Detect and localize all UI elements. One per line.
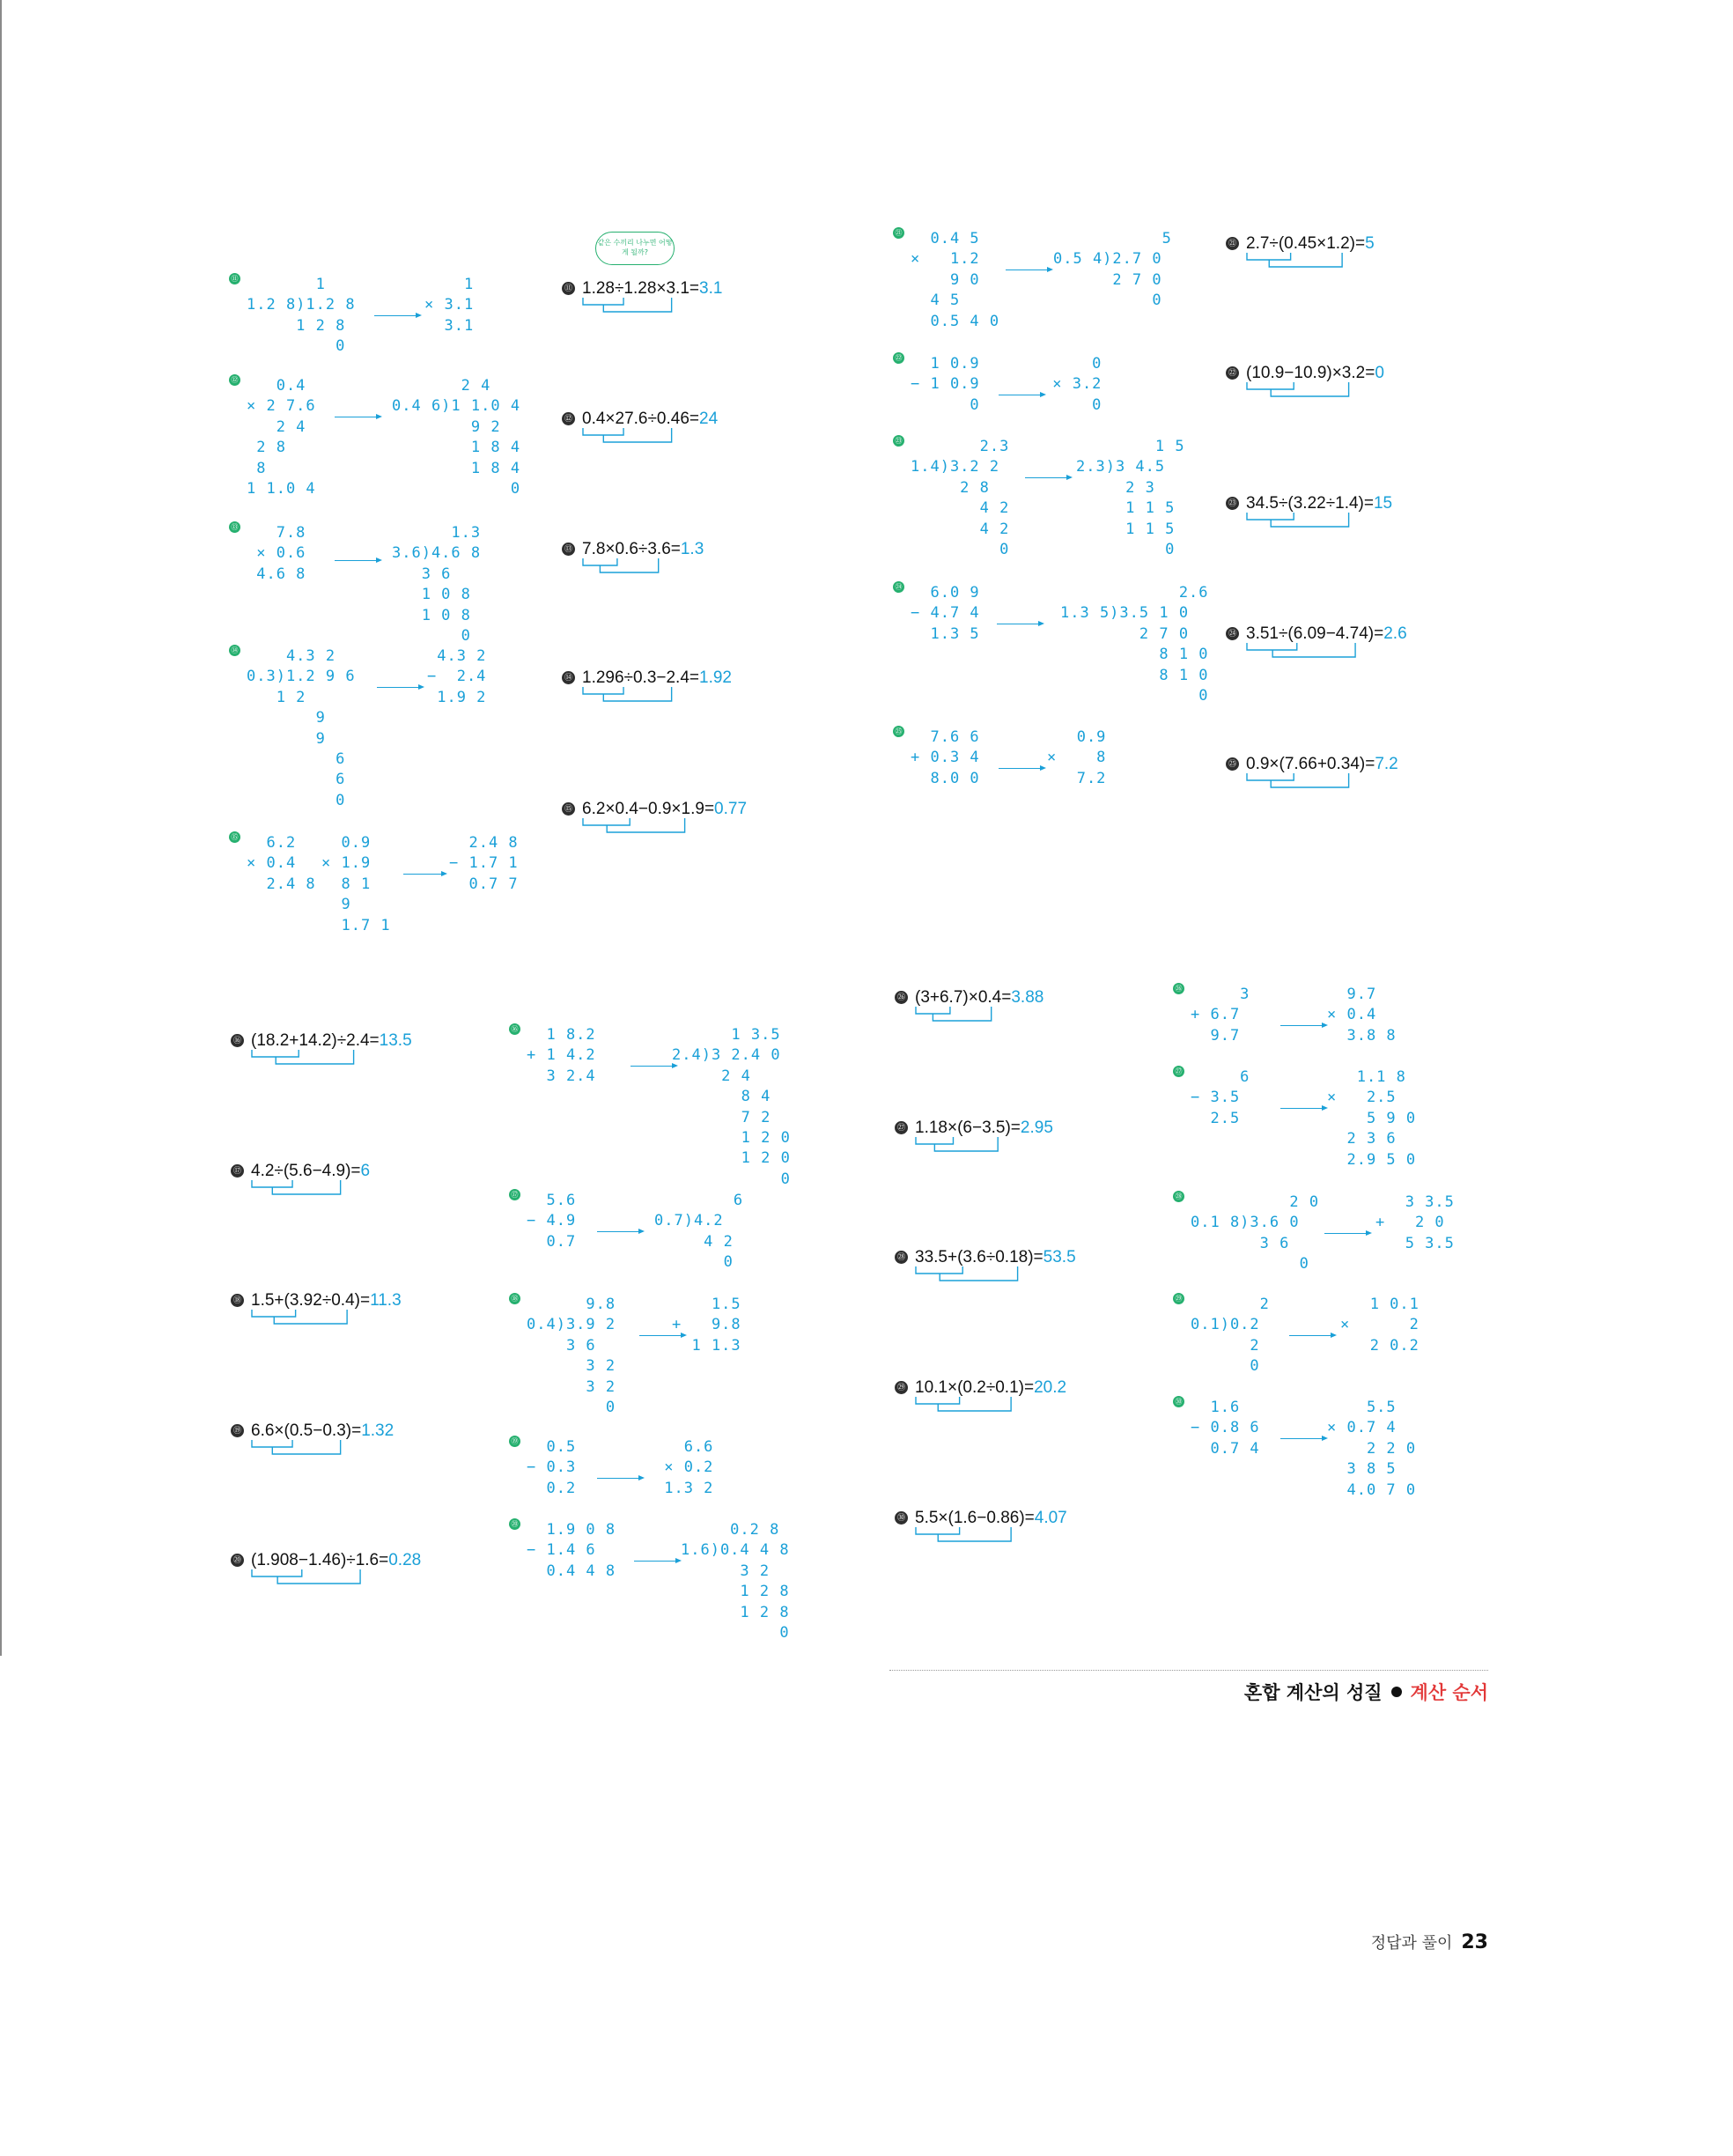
order-brackets	[1243, 382, 1370, 409]
work-step-1: 1.9 0 8 − 1.4 6 0.4 4 8	[527, 1521, 616, 1580]
equation-expression: (18.2+14.2)÷2.4=	[251, 1031, 380, 1050]
work-step-2: 1.5 + 9.8 1 1.3	[672, 1296, 741, 1355]
problem-number: ⑰	[509, 1189, 520, 1200]
order-brackets	[579, 818, 706, 845]
work-block	[893, 227, 1184, 333]
equation-answer: 3.88	[1011, 988, 1044, 1007]
page-number: 23	[1461, 1931, 1488, 1953]
equation-row	[231, 1161, 370, 1182]
equation-answer: 2.6	[1383, 624, 1407, 643]
equation-answer: 1.32	[361, 1421, 395, 1440]
arrow-icon	[597, 1478, 643, 1479]
equation-row	[895, 987, 1043, 1008]
problem-number: ⑳	[231, 1554, 244, 1567]
section-footer	[889, 1679, 1488, 1705]
problem-number: ⑪	[562, 282, 575, 295]
equation-expression: 6.2×0.4−0.9×1.9=	[582, 800, 715, 818]
work-block	[229, 273, 520, 361]
work-step-2: 1 5 2.3)3 4.5 2 3 1 1 5 1 1 5 0	[1076, 438, 1185, 559]
problem-number: ⑭	[229, 645, 240, 656]
equation-row	[1226, 493, 1392, 514]
footer-divider	[889, 1670, 1488, 1671]
equation-answer: 24	[699, 410, 719, 428]
work-step-1: 6.0 9 − 4.7 4 1.3 5	[911, 584, 980, 643]
equation-row	[562, 409, 718, 430]
work-step-2: 1.3 3.6)4.6 8 3 6 1 0 8 1 0 8 0	[392, 524, 482, 646]
equation-answer: 15	[1373, 494, 1393, 513]
work-step-1: 0.5 − 0.3 0.2	[527, 1438, 577, 1497]
order-brackets	[1243, 513, 1370, 539]
equation-answer: 0.28	[388, 1551, 422, 1569]
bullet-icon	[1391, 1687, 1402, 1697]
equation-answer: 7.2	[1375, 755, 1398, 773]
page-label: 정답과 풀이	[1370, 1934, 1453, 1953]
work-step-2: 6.6 × 0.2 1.3 2	[664, 1438, 714, 1497]
equation-answer: 4.07	[1034, 1509, 1067, 1527]
work-step-1: 6 − 3.5 2.5	[1191, 1068, 1250, 1127]
work-block	[509, 1189, 773, 1277]
work-step-1: 7.8 × 0.6 4.6 8	[256, 524, 306, 583]
problem-number: ㉘	[1173, 1191, 1184, 1202]
problem-number: ㉗	[1173, 1066, 1184, 1077]
equation-row	[562, 539, 704, 560]
arrow-icon	[1280, 1108, 1326, 1109]
work-block	[893, 581, 1219, 705]
problem-number: ㉓	[1226, 497, 1239, 510]
equation-expression: 33.5+(3.6÷0.18)=	[915, 1248, 1043, 1266]
order-brackets	[1243, 643, 1376, 669]
equation-expression: (10.9−10.9)×3.2=	[1246, 364, 1375, 382]
order-brackets	[912, 1007, 1016, 1033]
work-step-1: 2 0 0.1 8)3.6 0 3 6 0	[1191, 1193, 1320, 1274]
work-step-3: 2.4 8 − 1.7 1 0.7 7	[449, 834, 519, 893]
equation-answer: 0.77	[714, 800, 748, 818]
equation-expression: 5.5×(1.6−0.86)=	[915, 1509, 1035, 1527]
equation-row	[1226, 363, 1384, 384]
equation-answer: 20.2	[1034, 1378, 1067, 1397]
equation-answer: 5	[1365, 234, 1375, 253]
equation-row	[231, 1421, 394, 1442]
work-step-2: 1 3.5 2.4)3 2.4 0 2 4 8 4 7 2 1 2 0 1 2 0 0	[672, 1026, 791, 1188]
arrow-icon	[1280, 1025, 1326, 1026]
work-step-1: 5.6 − 4.9 0.7	[527, 1192, 577, 1251]
order-brackets	[248, 1440, 364, 1466]
problem-number: ⑫	[229, 374, 240, 386]
order-brackets	[248, 1050, 375, 1076]
equation-answer: 3.1	[699, 279, 723, 298]
equation-answer: 1.3	[680, 540, 704, 558]
work-block	[229, 521, 528, 645]
work-step-2: 9.7 × 0.4 3.8 8	[1327, 986, 1397, 1045]
order-brackets	[248, 1180, 364, 1207]
problem-number: ⑳	[509, 1518, 520, 1530]
arrow-icon	[335, 560, 380, 561]
work-block	[509, 1518, 826, 1642]
work-step-2: 5.5 × 0.7 4 2 2 0 3 8 5 4.0 7 0	[1327, 1399, 1417, 1499]
problem-number: ⑯	[509, 1023, 520, 1035]
equation-row	[562, 668, 732, 689]
work-step-2: 2.6 1.3 5)3.5 1 0 2 7 0 8 1 0 8 1 0 0	[1060, 584, 1209, 705]
arrow-icon	[1280, 1438, 1326, 1439]
work-step-2: 2 4 0.4 6)1 1.0 4 9 2 1 8 4 1 8 4 0	[392, 377, 521, 498]
work-step-2: 0 × 3.2 0	[1052, 355, 1102, 414]
work-step-1: 7.6 6 + 0.3 4 8.0 0	[911, 728, 980, 787]
problem-number: ㉘	[895, 1251, 908, 1264]
problem-number: ㉒	[893, 352, 904, 364]
work-step-2: 0.9 × 8 7.2	[1047, 728, 1107, 787]
work-step-1: 9.8 0.4)3.9 2 3 6 3 2 3 2 0	[527, 1296, 616, 1417]
order-brackets	[1243, 773, 1370, 800]
order-brackets	[912, 1397, 1034, 1423]
work-block	[1173, 983, 1464, 1053]
problem-number: ㉕	[1226, 757, 1239, 771]
equation-row	[1226, 233, 1375, 255]
hint-speech-bubble: 같은 수끼리 나누면 어떻게 될까?	[595, 232, 675, 265]
equation-answer: 13.5	[379, 1031, 412, 1050]
equation-row	[895, 1377, 1066, 1399]
work-block	[893, 435, 1184, 558]
equation-expression: 0.4×27.6÷0.46=	[582, 410, 699, 428]
problem-number: ⑬	[229, 521, 240, 533]
arrow-icon	[1324, 1233, 1370, 1234]
order-brackets	[579, 298, 695, 324]
work-block	[1173, 1066, 1464, 1171]
problem-number: ⑮	[229, 831, 240, 843]
order-brackets	[1243, 253, 1365, 279]
work-step-2: 1.1 8 × 2.5 5 9 0 2 3 6 2.9 5 0	[1327, 1068, 1417, 1169]
problem-number: ㉗	[895, 1121, 908, 1134]
problem-number: ㉖	[895, 991, 908, 1004]
equation-expression: 1.5+(3.92÷0.4)=	[251, 1291, 371, 1310]
arrow-icon	[1025, 477, 1071, 478]
problem-number: ⑲	[231, 1424, 244, 1437]
work-block	[509, 1293, 800, 1416]
order-brackets	[579, 687, 695, 713]
work-block	[893, 352, 1184, 423]
order-brackets	[579, 558, 683, 585]
work-step-2: 0.2 8 1.6)0.4 4 8 3 2 1 2 8 1 2 8 0	[681, 1521, 790, 1643]
work-step-2: 1 × 3.1 3.1	[424, 276, 475, 335]
work-block	[229, 831, 546, 937]
problem-number: ㉚	[895, 1511, 908, 1525]
work-step-2: 1 0.1 × 2 2 0.2	[1340, 1296, 1420, 1355]
problem-number: ㉔	[893, 581, 904, 593]
equation-row	[895, 1508, 1067, 1529]
equation-expression: 1.296÷0.3−2.4=	[582, 668, 699, 687]
problem-number: ㉕	[893, 726, 904, 737]
equation-row	[231, 1030, 412, 1052]
equation-row	[562, 799, 747, 820]
equation-expression: 0.9×(7.66+0.34)=	[1246, 755, 1375, 773]
work-step-1: 0.4 5 × 1.2 9 0 4 5 0.5 4 0	[911, 230, 1000, 330]
column-divider	[0, 0, 2, 1656]
work-block	[229, 645, 528, 812]
equation-answer: 53.5	[1043, 1248, 1076, 1266]
order-brackets	[912, 1137, 1022, 1163]
work-block	[1173, 1191, 1490, 1279]
equation-expression: (3+6.7)×0.4=	[915, 988, 1012, 1007]
equation-row	[562, 278, 722, 299]
equation-expression: (1.908−1.46)÷1.6=	[251, 1551, 389, 1569]
work-step-1: 1 1.2 8)1.2 8 1 2 8 0	[247, 276, 356, 356]
problem-number: ⑫	[562, 412, 575, 425]
work-block	[893, 726, 1157, 796]
work-step-1: 2.3 1.4)3.2 2 2 8 4 2 4 2 0	[911, 438, 1010, 559]
problem-number: ㉑	[893, 227, 904, 239]
work-block	[509, 1436, 773, 1506]
problem-number: ⑯	[231, 1034, 244, 1047]
order-brackets	[248, 1310, 370, 1336]
work-step-1: 6.2 × 0.4 2.4 8	[247, 834, 316, 893]
work-step-2: 6 0.7)4.2 4 2 0	[654, 1192, 744, 1272]
problem-number: ⑮	[562, 802, 575, 816]
equation-row	[1226, 624, 1407, 645]
work-step-1: 1 0.9 − 1 0.9 0	[911, 355, 980, 414]
problem-number: ㉒	[1226, 366, 1239, 380]
equation-row	[1226, 754, 1398, 775]
equation-answer: 6	[360, 1162, 371, 1180]
arrow-icon	[634, 1561, 680, 1562]
equation-expression: 2.7÷(0.45×1.2)=	[1246, 234, 1366, 253]
problem-number: ㉓	[893, 435, 904, 447]
equation-expression: 7.8×0.6÷3.6=	[582, 540, 681, 558]
problem-number: ⑪	[229, 273, 240, 284]
order-brackets	[248, 1569, 381, 1596]
problem-number: ⑬	[562, 543, 575, 556]
equation-answer: 11.3	[370, 1291, 402, 1310]
equation-row	[231, 1550, 421, 1571]
equation-expression: 1.28÷1.28×3.1=	[582, 279, 699, 298]
work-step-2: 5 0.5 4)2.7 0 2 7 0 0	[1053, 230, 1172, 310]
problem-number: ㉖	[1173, 983, 1184, 994]
order-brackets	[579, 428, 695, 454]
arrow-icon	[631, 1066, 676, 1067]
problem-number: ⑱	[509, 1293, 520, 1304]
problem-number: ㉔	[1226, 627, 1239, 640]
equation-answer: 0	[1375, 364, 1384, 382]
work-step-1: 0.4 × 2 7.6 2 4 2 8 8 1 1.0 4	[247, 377, 316, 498]
work-block	[1173, 1396, 1464, 1502]
arrow-icon	[403, 874, 446, 875]
work-step-2: 0.9 × 1.9 8 1 9 1.7 1	[321, 834, 391, 934]
equation-row	[895, 1247, 1076, 1268]
equation-expression: 4.2÷(5.6−4.9)=	[251, 1162, 361, 1180]
work-block	[229, 374, 546, 506]
order-brackets	[912, 1266, 1039, 1293]
problem-number: ㉑	[1226, 237, 1239, 250]
arrow-icon	[374, 315, 420, 316]
problem-number: ㉙	[1173, 1293, 1184, 1304]
work-step-1: 3 + 6.7 9.7	[1191, 986, 1250, 1045]
equation-answer: 1.92	[699, 668, 732, 687]
work-step-1: 1.6 − 0.8 6 0.7 4	[1191, 1399, 1260, 1458]
problem-number: ㉙	[895, 1381, 908, 1394]
arrow-icon	[1289, 1335, 1335, 1336]
work-step-1: 1 8.2 + 1 4.2 3 2.4	[527, 1026, 596, 1085]
arrow-icon	[639, 1335, 685, 1336]
work-step-1: 4.3 2 0.3)1.2 9 6 1 2 9 9 6 6 0	[247, 647, 356, 809]
problem-number: ⑱	[231, 1294, 244, 1307]
equation-expression: 3.51÷(6.09−4.74)=	[1246, 624, 1384, 643]
problem-number: ㉚	[1173, 1396, 1184, 1407]
work-step-2: 3 3.5 + 2 0 5 3.5	[1375, 1193, 1455, 1252]
problem-number: ⑲	[509, 1436, 520, 1447]
problem-number: ⑰	[231, 1164, 244, 1178]
work-step-1: 2 0.1)0.2 2 0	[1191, 1296, 1270, 1376]
equation-expression: 34.5÷(3.22÷1.4)=	[1246, 494, 1374, 513]
work-block	[1173, 1293, 1464, 1381]
order-brackets	[912, 1527, 1034, 1554]
arrow-icon	[377, 687, 423, 688]
work-block	[509, 1023, 826, 1191]
topic-title: 계산 순서	[1410, 1682, 1488, 1703]
work-step-2: 4.3 2 − 2.4 1.9 2	[427, 647, 487, 706]
equation-row	[895, 1118, 1053, 1139]
equation-row	[231, 1290, 402, 1311]
problem-number: ⑭	[562, 671, 575, 684]
equation-answer: 2.95	[1020, 1119, 1053, 1137]
page-footer	[1321, 1931, 1488, 1953]
equation-expression: 6.6×(0.5−0.3)=	[251, 1421, 362, 1440]
equation-expression: 1.18×(6−3.5)=	[915, 1119, 1021, 1137]
equation-expression: 10.1×(0.2÷0.1)=	[915, 1378, 1035, 1397]
arrow-icon	[999, 768, 1044, 769]
section-title: 혼합 계산의 성질	[1243, 1682, 1383, 1703]
arrow-icon	[597, 1231, 643, 1232]
